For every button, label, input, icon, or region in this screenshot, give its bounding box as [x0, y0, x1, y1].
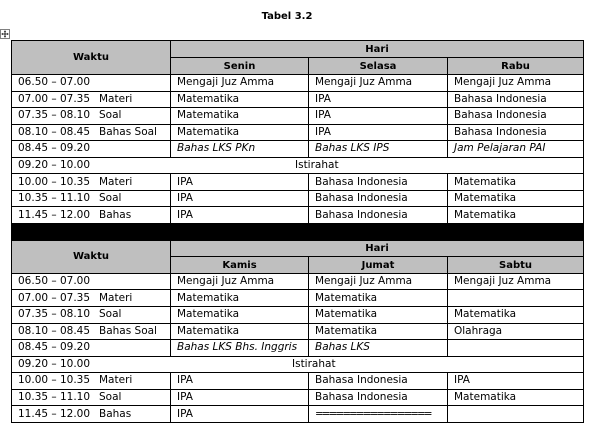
break-cell	[12, 157, 584, 174]
time-cell	[12, 273, 171, 290]
time-text: 10.35 – 11.10	[18, 192, 91, 205]
session-label: Soal	[99, 109, 122, 122]
section-separator	[12, 223, 584, 240]
day-header-senin: Senin	[171, 58, 309, 75]
time-cell	[12, 75, 171, 92]
subject-cell: Mengaji Juz Amma	[309, 75, 448, 92]
subject-cell	[448, 290, 584, 307]
header-row	[12, 41, 584, 58]
subject-cell: IPA	[171, 207, 309, 224]
subject-cell: Bahas LKS	[309, 340, 448, 357]
session-label: Bahas Soal	[99, 324, 157, 337]
subject-cell	[448, 340, 584, 357]
session-label: Materi	[99, 175, 133, 188]
day-header-selasa: Selasa	[309, 58, 448, 75]
subject-cell: Mengaji Juz Amma	[171, 273, 309, 290]
hari-header: Hari	[171, 41, 584, 58]
subject-cell: Matematika	[309, 323, 448, 340]
day-header-kamis: Kamis	[171, 257, 309, 274]
subject-cell: Bahasa Indonesia	[309, 190, 448, 207]
subject-cell: Bahas LKS IPS	[309, 141, 448, 158]
table-move-handle-icon[interactable]	[0, 29, 10, 39]
time-text: 07.35 – 08.10	[18, 308, 91, 321]
time-cell	[12, 373, 171, 390]
subject-cell: Matematika	[448, 389, 584, 406]
day-header-jumat: Jumat	[309, 257, 448, 274]
time-text: 06.50 – 07.00	[18, 76, 91, 89]
subject-cell: Bahasa Indonesia	[309, 389, 448, 406]
subject-cell: Matematika	[448, 207, 584, 224]
subject-cell: Bahas LKS PKn	[171, 141, 309, 158]
time-text: 10.00 – 10.35	[18, 374, 91, 387]
session-label: Soal	[99, 391, 122, 404]
subject-cell: Matematika	[309, 307, 448, 324]
session-label: Bahas	[99, 208, 132, 221]
subject-cell: IPA	[171, 373, 309, 390]
header-row	[12, 240, 584, 257]
schedule-row	[12, 207, 584, 224]
schedule-row	[12, 124, 584, 141]
time-cell	[12, 307, 171, 324]
break-label: Istirahat	[295, 159, 339, 171]
subject-cell: Matematika	[171, 323, 309, 340]
subject-cell: Matematika	[448, 190, 584, 207]
subject-cell: Matematika	[309, 290, 448, 307]
time-text: 10.00 – 10.35	[18, 175, 91, 188]
time-cell	[12, 406, 171, 423]
time-cell	[12, 91, 171, 108]
subject-cell: Bahasa Indonesia	[448, 91, 584, 108]
subject-cell	[448, 406, 584, 423]
day-header-rabu: Rabu	[448, 58, 584, 75]
session-label: Bahas Soal	[99, 125, 157, 138]
subject-cell: Matematika	[448, 307, 584, 324]
subject-cell: IPA	[309, 91, 448, 108]
schedule-row	[12, 307, 584, 324]
time-cell	[12, 207, 171, 224]
schedule-table	[11, 40, 584, 423]
break-row	[12, 157, 584, 174]
time-text: 06.50 – 07.00	[18, 275, 91, 288]
subject-cell: IPA	[309, 124, 448, 141]
time-text: 09.20 – 10.00	[18, 159, 91, 171]
time-cell	[12, 141, 171, 158]
schedule-row	[12, 290, 584, 307]
time-cell	[12, 340, 171, 357]
subject-cell: Bahasa Indonesia	[448, 124, 584, 141]
session-label: Soal	[99, 192, 122, 205]
subject-cell: IPA	[171, 174, 309, 191]
schedule-row	[12, 174, 584, 191]
table-caption: Tabel 3.2	[261, 11, 313, 22]
time-cell	[12, 190, 171, 207]
subject-cell: IPA	[171, 406, 309, 423]
time-text: 11.45 – 12.00	[18, 407, 91, 420]
schedule-row	[12, 141, 584, 158]
schedule-row	[12, 108, 584, 125]
session-label: Materi	[99, 291, 133, 304]
schedule-row	[12, 190, 584, 207]
time-cell	[12, 174, 171, 191]
subject-cell: Matematika	[171, 124, 309, 141]
subject-cell: IPA	[171, 389, 309, 406]
time-text: 08.10 – 08.45	[18, 324, 91, 337]
separator-bar	[12, 223, 584, 240]
time-text: 09.20 – 10.00	[18, 357, 91, 370]
schedule-row	[12, 91, 584, 108]
subject-cell: Bahasa Indonesia	[448, 108, 584, 125]
subject-cell: Bahasa Indonesia	[309, 373, 448, 390]
break-cell	[12, 356, 584, 373]
session-label: Materi	[99, 374, 133, 387]
subject-cell: Matematika	[171, 91, 309, 108]
schedule-row	[12, 323, 584, 340]
schedule-row	[12, 389, 584, 406]
subject-cell: Bahasa Indonesia	[309, 174, 448, 191]
time-cell	[12, 108, 171, 125]
subject-cell: Mengaji Juz Amma	[448, 273, 584, 290]
day-header-sabtu: Sabtu	[448, 257, 584, 274]
subject-cell: Bahasa Indonesia	[309, 207, 448, 224]
subject-cell: IPA	[171, 190, 309, 207]
session-label: Bahas	[99, 407, 132, 420]
time-text: 08.45 – 09.20	[18, 142, 91, 155]
time-text: 08.45 – 09.20	[18, 341, 91, 354]
time-text: 11.45 – 12.00	[18, 208, 91, 221]
subject-cell: Bahas LKS Bhs. Inggris	[171, 340, 309, 357]
schedule-row	[12, 340, 584, 357]
subject-cell: IPA	[448, 373, 584, 390]
time-cell	[12, 290, 171, 307]
subject-cell: Mengaji Juz Amma	[171, 75, 309, 92]
time-cell	[12, 124, 171, 141]
schedule-row	[12, 406, 584, 423]
subject-cell: Olahraga	[448, 323, 584, 340]
subject-cell: Matematika	[448, 174, 584, 191]
schedule-row	[12, 273, 584, 290]
session-label: Soal	[99, 308, 122, 321]
waktu-header: Waktu	[12, 240, 171, 273]
time-text: 07.00 – 07.35	[18, 92, 91, 105]
subject-cell: IPA	[309, 108, 448, 125]
schedule-row	[12, 75, 584, 92]
schedule-row	[12, 373, 584, 390]
subject-cell: Mengaji Juz Amma	[448, 75, 584, 92]
subject-cell: =================	[309, 406, 448, 423]
subject-cell: Mengaji Juz Amma	[309, 273, 448, 290]
break-label: Istirahat	[292, 357, 336, 370]
waktu-header: Waktu	[12, 41, 171, 75]
time-text: 08.10 – 08.45	[18, 125, 91, 138]
time-text: 07.35 – 08.10	[18, 109, 91, 122]
subject-cell: Matematika	[171, 307, 309, 324]
subject-cell: Matematika	[171, 108, 309, 125]
time-text: 10.35 – 11.10	[18, 391, 91, 404]
subject-cell: Jam Pelajaran PAI	[448, 141, 584, 158]
time-cell	[12, 389, 171, 406]
session-label: Materi	[99, 92, 133, 105]
break-row	[12, 356, 584, 373]
time-text: 07.00 – 07.35	[18, 291, 91, 304]
subject-cell: Matematika	[171, 290, 309, 307]
hari-header: Hari	[171, 240, 584, 257]
time-cell	[12, 323, 171, 340]
